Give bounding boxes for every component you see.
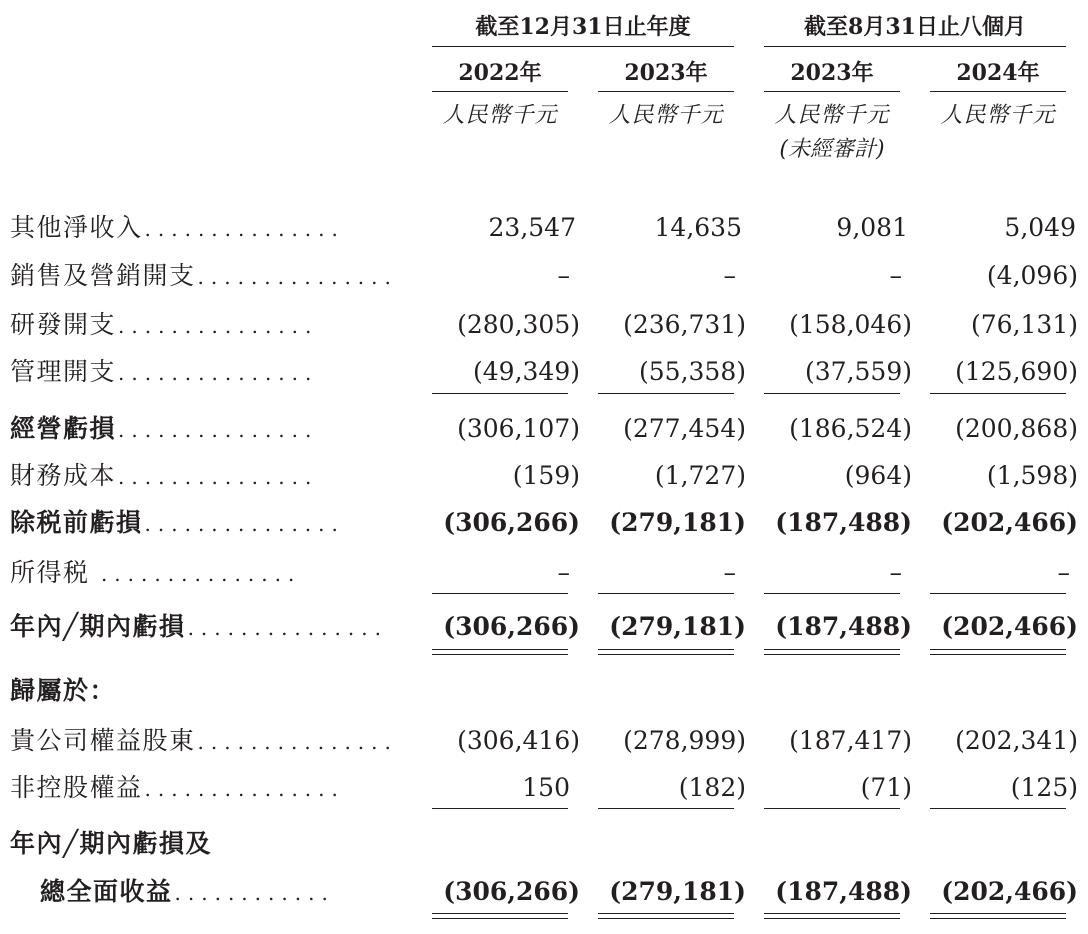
column-year-2023: 2023年 bbox=[598, 58, 734, 92]
subtotal-rule bbox=[764, 593, 900, 594]
section-heading bbox=[0, 824, 1088, 864]
table-row bbox=[0, 409, 1088, 449]
row-value: (306,416) bbox=[457, 726, 580, 755]
total-double-rule bbox=[598, 649, 734, 655]
column-year-2023-interim: 2023年 bbox=[764, 58, 900, 92]
unaudited-note: (未經審計) bbox=[779, 137, 885, 162]
subtotal-rule bbox=[598, 808, 734, 809]
row-value: (187,488) bbox=[775, 612, 912, 641]
row-label: 銷售及營銷開支 ............... bbox=[10, 261, 398, 290]
row-label: 總全面收益 ............ bbox=[40, 877, 335, 906]
row-value: (187,417) bbox=[789, 726, 912, 755]
row-value: (200,868) bbox=[955, 414, 1078, 443]
subtotal-rule bbox=[930, 593, 1066, 594]
table-row bbox=[0, 352, 1088, 392]
subtotal-rule bbox=[930, 808, 1066, 809]
row-value: (37,559) bbox=[805, 357, 912, 386]
subtotal-rule bbox=[432, 808, 568, 809]
table-row bbox=[0, 256, 1088, 296]
total-double-rule bbox=[764, 649, 900, 655]
row-value: (202,466) bbox=[941, 508, 1078, 537]
table-row bbox=[0, 553, 1088, 593]
row-value: – bbox=[723, 558, 736, 587]
row-value: (187,488) bbox=[775, 508, 912, 537]
column-group-year-ended: 截至12月31日止年度 bbox=[432, 12, 734, 47]
currency-unit-4: 人民幣千元 bbox=[940, 103, 1056, 128]
subtotal-rule bbox=[764, 393, 900, 394]
row-label: 研發開支 ............... bbox=[10, 310, 319, 339]
total-double-rule bbox=[432, 649, 568, 655]
subtotal-rule bbox=[598, 393, 734, 394]
row-value: (278,999) bbox=[623, 726, 746, 755]
subtotal-rule bbox=[930, 393, 1066, 394]
row-value: (306,266) bbox=[443, 612, 580, 641]
row-value: – bbox=[723, 261, 736, 290]
row-value: (1,598) bbox=[986, 461, 1078, 490]
currency-unit-2: 人民幣千元 bbox=[608, 103, 724, 128]
table-row bbox=[0, 768, 1088, 808]
row-value: – bbox=[557, 261, 570, 290]
row-value: (306,107) bbox=[457, 414, 580, 443]
row-value: (236,731) bbox=[623, 310, 746, 339]
row-value: (202,466) bbox=[941, 612, 1078, 641]
subtotal-rule bbox=[432, 393, 568, 394]
table-row bbox=[0, 721, 1088, 761]
row-value: (279,181) bbox=[609, 612, 746, 641]
total-double-rule bbox=[432, 913, 568, 919]
row-label: 年內╱期內虧損及 bbox=[10, 829, 213, 858]
row-label: 所得税 ............... bbox=[10, 558, 302, 587]
table-row bbox=[0, 208, 1088, 248]
row-label: 貴公司權益股東 ............... bbox=[10, 726, 398, 755]
table-row bbox=[0, 503, 1088, 543]
row-value: (280,305) bbox=[457, 310, 580, 339]
row-label: 除税前虧損 ............... bbox=[10, 508, 345, 537]
row-value: – bbox=[557, 558, 570, 587]
subtotal-rule bbox=[598, 593, 734, 594]
table-row bbox=[0, 872, 1088, 912]
row-value: 9,081 bbox=[836, 213, 908, 242]
subtotal-rule bbox=[764, 808, 900, 809]
row-label: 非控股權益 ............... bbox=[10, 773, 345, 802]
column-group-eight-months: 截至8月31日止八個月 bbox=[764, 12, 1066, 47]
subtotal-rule bbox=[432, 593, 568, 594]
table-row bbox=[0, 456, 1088, 496]
column-year-2024-interim: 2024年 bbox=[930, 58, 1066, 92]
row-value: (1,727) bbox=[654, 461, 746, 490]
row-value: – bbox=[889, 558, 902, 587]
total-double-rule bbox=[930, 913, 1066, 919]
row-label: 財務成本 ............... bbox=[10, 461, 319, 490]
row-value: 5,049 bbox=[1004, 213, 1076, 242]
row-label: 其他淨收入 ............... bbox=[10, 213, 345, 242]
currency-unit-1: 人民幣千元 bbox=[442, 103, 558, 128]
row-label: 歸屬於： bbox=[10, 676, 117, 705]
row-value: (202,341) bbox=[955, 726, 1078, 755]
row-label: 經營虧損 ............... bbox=[10, 414, 319, 443]
table-row bbox=[0, 607, 1088, 647]
column-year-2022: 2022年 bbox=[432, 58, 568, 92]
row-value: (125,690) bbox=[955, 357, 1078, 386]
currency-unit-3: 人民幣千元 bbox=[774, 103, 890, 128]
row-value: 23,547 bbox=[488, 213, 576, 242]
row-value: (159) bbox=[512, 461, 580, 490]
row-label: 年內╱期內虧損 ............... bbox=[10, 612, 388, 641]
row-value: (182) bbox=[678, 773, 746, 802]
row-value: (4,096) bbox=[986, 261, 1078, 290]
total-double-rule bbox=[598, 913, 734, 919]
row-value: – bbox=[1057, 558, 1070, 587]
row-value: (187,488) bbox=[775, 877, 912, 906]
row-value: (76,131) bbox=[971, 310, 1078, 339]
row-value: (49,349) bbox=[473, 357, 580, 386]
section-heading bbox=[0, 671, 1088, 711]
row-value: (277,454) bbox=[623, 414, 746, 443]
row-value: (964) bbox=[844, 461, 912, 490]
row-value: – bbox=[889, 261, 902, 290]
row-value: 14,635 bbox=[654, 213, 742, 242]
total-double-rule bbox=[930, 649, 1066, 655]
row-value: (71) bbox=[860, 773, 912, 802]
row-value: (279,181) bbox=[609, 508, 746, 537]
row-value: (306,266) bbox=[443, 877, 580, 906]
row-value: (55,358) bbox=[639, 357, 746, 386]
row-value: (279,181) bbox=[609, 877, 746, 906]
row-value: (158,046) bbox=[789, 310, 912, 339]
row-value: (202,466) bbox=[941, 877, 1078, 906]
row-value: (125) bbox=[1010, 773, 1078, 802]
row-value: (186,524) bbox=[789, 414, 912, 443]
table-row bbox=[0, 305, 1088, 345]
row-label: 管理開支 ............... bbox=[10, 357, 319, 386]
row-value: 150 bbox=[522, 773, 570, 802]
total-double-rule bbox=[764, 913, 900, 919]
row-value: (306,266) bbox=[443, 508, 580, 537]
